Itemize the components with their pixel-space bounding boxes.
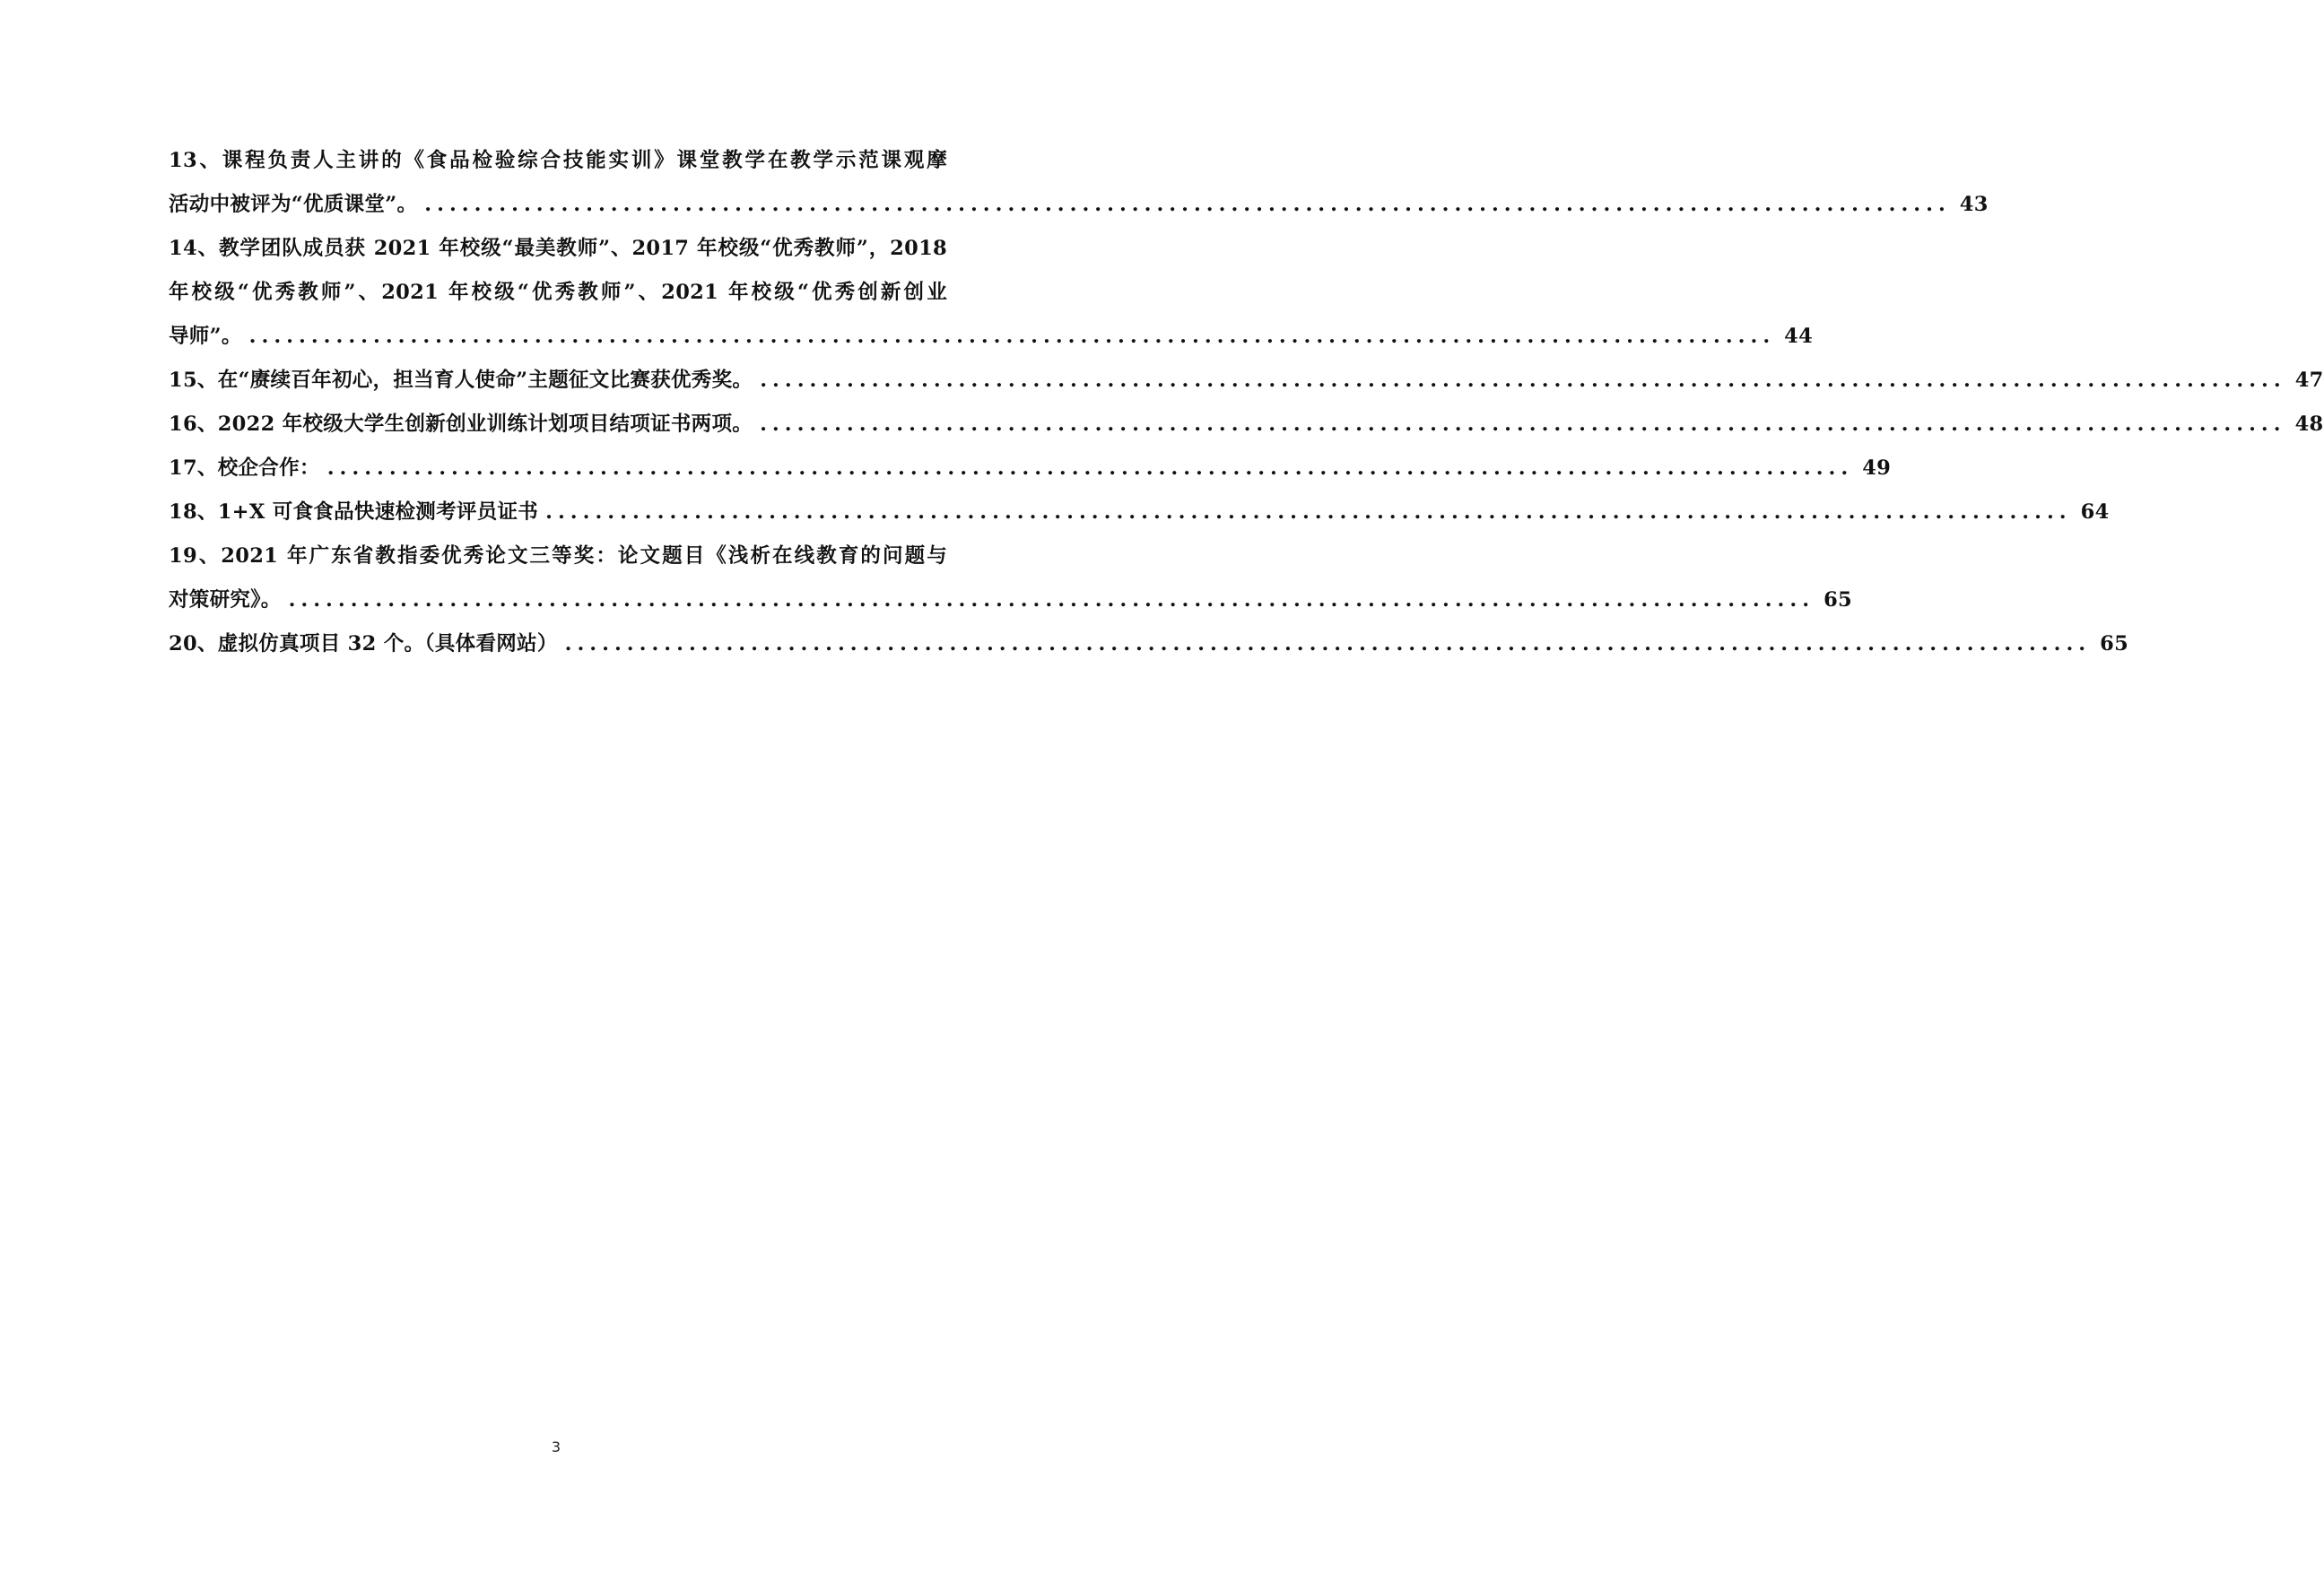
- toc-page-number: 64: [2080, 500, 2110, 524]
- toc-entry-last-line: [169, 183, 1989, 227]
- toc-entry-15[interactable]: [169, 359, 2324, 403]
- toc-entry-text: 活动中被评为“优质课堂”。: [169, 193, 418, 216]
- toc-entry-13[interactable]: [169, 139, 1989, 227]
- toc-entry-text: 18、1+X 可食食品快速检测考评员证书: [169, 500, 539, 524]
- toc-entry-text-line: 年校级“优秀教师”、2021 年校级“优秀教师”、2021 年校级“优秀创新创业: [169, 281, 947, 304]
- toc-entry-text-line: 13、课程负责人主讲的《食品检验综合技能实训》课堂教学在教学示范课观摩: [169, 149, 947, 172]
- toc-page-number: 48: [2294, 413, 2324, 436]
- dot-leader: ...........................................................................................................................: [760, 369, 2286, 392]
- toc-entry-last-line: [169, 403, 2324, 447]
- toc-entry-14[interactable]: [169, 227, 1814, 359]
- toc-entry-text-line: 14、教学团队成员获 2021 年校级“最美教师”、2017 年校级“优秀教师”，2018: [169, 237, 947, 260]
- toc-entry-last-line: [169, 315, 1814, 359]
- dot-leader: ...........................................................................................................................: [760, 413, 2286, 436]
- toc-entry-text: 15、在“赓续百年初心，担当育人使命”主题征文比赛获优秀奖。: [169, 369, 753, 392]
- toc-entry-text: 20、虚拟仿真项目 32 个。（具体看网站）: [169, 632, 558, 656]
- toc-entry-last-line: [169, 491, 2110, 534]
- dot-leader: ...........................................................................................................................: [424, 193, 1951, 216]
- toc-entry-text: 17、校企合作：: [169, 456, 320, 480]
- toc-page-number: 44: [1784, 325, 1814, 348]
- toc-page-number: 65: [1824, 588, 1852, 612]
- dot-leader: ...........................................................................................................................: [248, 325, 1776, 348]
- toc-page-number: 49: [1862, 456, 1892, 480]
- toc-entry-last-line: [169, 578, 1852, 622]
- toc-entry-19[interactable]: [169, 534, 1852, 622]
- toc-entry-last-line: [169, 359, 2324, 403]
- footer-page-number: 3: [551, 1438, 561, 1455]
- toc-page-number: 47: [2294, 369, 2324, 392]
- toc-entry-text: 16、2022 年校级大学生创新创业训练计划项目结项证书两项。: [169, 413, 753, 436]
- toc-entry-text: 导师”。: [169, 325, 242, 348]
- toc-entry-last-line: [169, 622, 2129, 666]
- toc-entry-16[interactable]: [169, 403, 2324, 447]
- toc-entry-17[interactable]: [169, 447, 1892, 491]
- table-of-contents: [169, 139, 2324, 666]
- toc-entry-text-line: 19、2021 年广东省教指委优秀论文三等奖：论文题目《浅析在线教育的问题与: [169, 544, 947, 568]
- toc-entry-18[interactable]: [169, 491, 2110, 534]
- dot-leader: ...........................................................................................................................: [564, 632, 2092, 656]
- toc-entry-text: 对策研究》。: [169, 588, 282, 612]
- toc-entry-20[interactable]: [169, 622, 2129, 666]
- toc-page-number: 65: [2100, 632, 2129, 656]
- dot-leader: ...........................................................................................................................: [326, 456, 1854, 480]
- toc-entry-last-line: [169, 447, 1892, 491]
- dot-leader: ...........................................................................................................................: [545, 500, 2072, 524]
- dot-leader: ...........................................................................................................................: [288, 588, 1815, 612]
- toc-page-number: 43: [1959, 193, 1989, 216]
